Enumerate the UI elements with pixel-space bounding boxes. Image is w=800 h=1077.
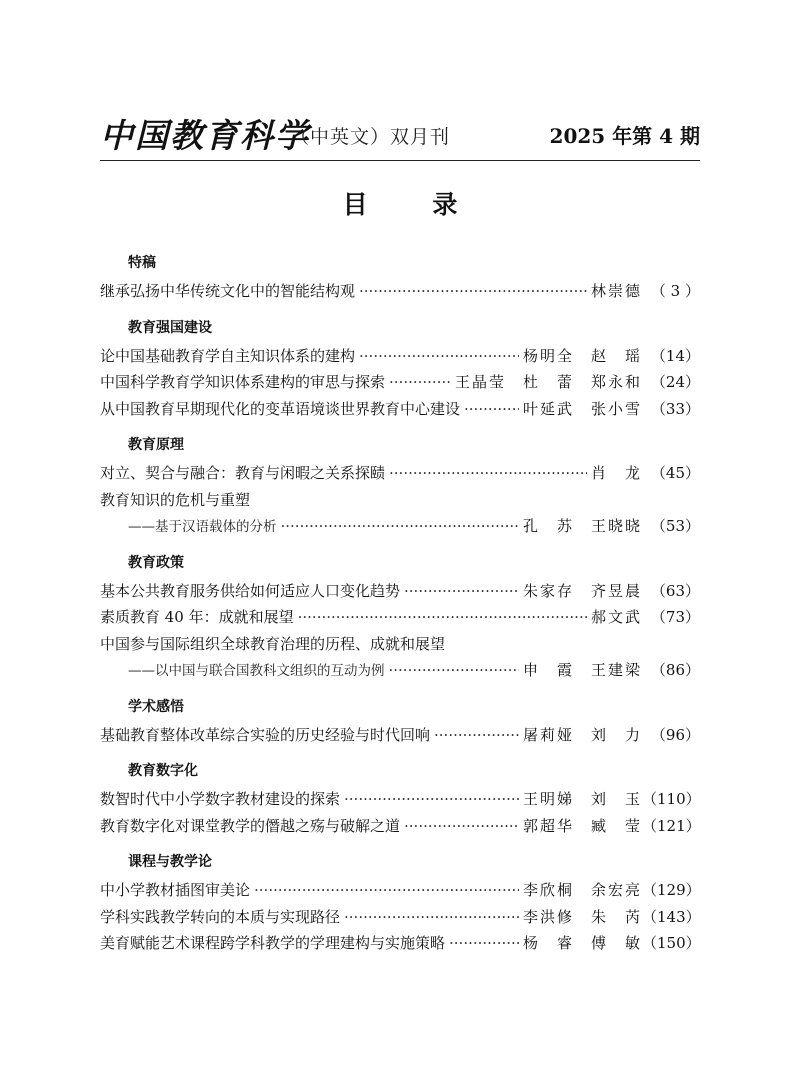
entry-page: （73） — [650, 608, 700, 626]
entry-authors: 郝文武 — [590, 608, 642, 626]
entry-authors: 朱家存 齐昱晨 — [522, 581, 642, 600]
entry-authors: 郭超华 臧 莹 — [522, 816, 642, 835]
entry-page: （86） — [650, 661, 700, 679]
entry-authors: 王明娣 刘 玉 — [522, 790, 642, 808]
entry-title: 美育赋能艺术课程跨学科教学的学理建构与实施策略 — [100, 934, 446, 952]
entry-title: 论中国基础教育学自主知识体系的建构 — [100, 346, 356, 365]
entry-authors: 屠莉娅 刘 力 — [522, 725, 642, 744]
dot-leader — [298, 604, 587, 631]
entry-title: ——基于汉语载体的分析 — [128, 519, 277, 535]
entry-page: （63） — [650, 581, 700, 600]
toc-entry[interactable] — [100, 631, 700, 658]
section-title: 学术感悟 — [128, 698, 184, 715]
dot-leader — [254, 877, 519, 904]
entry-title: 教育数字化对课堂教学的僭越之殇与破解之道 — [100, 816, 401, 835]
toc-heading: 目 录 — [342, 190, 486, 219]
journal-header — [100, 108, 700, 161]
entry-authors: 叶延武 张小雪 — [522, 399, 642, 418]
toc-section — [100, 313, 700, 423]
entry-page: （96） — [650, 725, 700, 744]
toc-entry[interactable] — [100, 722, 700, 749]
section-title: 教育原理 — [128, 437, 184, 453]
dot-leader — [404, 578, 519, 605]
entry-title: 中国参与国际组织全球教育治理的历程、成就和展望 — [100, 634, 446, 653]
entry-page: （129） — [642, 881, 701, 899]
dot-leader — [434, 722, 519, 749]
entry-title: 从中国教育早期现代化的变革语境谈世界教育中心建设 — [100, 399, 461, 418]
entry-page: （143） — [642, 907, 701, 926]
entry-authors: 李欣桐 余宏亮 — [522, 881, 642, 899]
entry-title: 对立、契合与融合：教育与闲暇之关系探赜 — [100, 464, 386, 482]
toc-entry[interactable] — [100, 930, 700, 957]
toc-entry[interactable] — [100, 369, 700, 396]
entry-title: 中国科学教育学知识体系建构的审思与探索 — [100, 373, 386, 391]
entry-page: （53） — [650, 517, 700, 535]
dot-leader — [359, 278, 587, 305]
table-of-contents — [100, 240, 700, 957]
entry-authors: 林崇德 — [590, 282, 642, 300]
dot-leader — [344, 904, 519, 931]
entry-authors: 李洪修 朱 芮 — [522, 907, 642, 926]
toc-section — [100, 248, 700, 305]
toc-entry[interactable] — [100, 604, 700, 631]
toc-section — [100, 847, 700, 957]
entry-title: ——以中国与联合国教科文组织的互动为例 — [128, 663, 385, 679]
section-title: 教育数字化 — [128, 763, 198, 779]
toc-entry[interactable] — [100, 460, 700, 487]
toc-entry-subtitle[interactable] — [100, 657, 700, 684]
dot-leader — [404, 813, 519, 840]
entry-title: 继承弘扬中华传统文化中的智能结构观 — [100, 282, 356, 300]
entry-page: （150） — [642, 934, 701, 952]
toc-entry[interactable] — [100, 813, 700, 840]
dot-leader — [389, 460, 587, 487]
section-title: 教育强国建设 — [128, 319, 212, 336]
entry-page: （110） — [642, 790, 701, 808]
toc-entry[interactable] — [100, 343, 700, 370]
entry-page: （14） — [650, 346, 700, 365]
section-title: 特稿 — [128, 255, 156, 271]
toc-section — [100, 756, 700, 839]
toc-entry[interactable] — [100, 578, 700, 605]
entry-page: （24） — [650, 373, 700, 391]
entry-page: （121） — [642, 816, 701, 835]
toc-entry[interactable] — [100, 786, 700, 813]
section-title: 课程与教学论 — [128, 854, 212, 870]
dot-leader — [464, 396, 519, 423]
toc-section — [100, 692, 700, 749]
issue-number: 2025 年第 4 期 — [549, 124, 700, 148]
entry-authors: 申 霞 王建梁 — [522, 661, 642, 679]
dot-leader — [281, 513, 519, 540]
entry-title: 素质教育 40 年：成就和展望 — [100, 608, 294, 626]
entry-page: （33） — [650, 399, 700, 418]
toc-entry[interactable] — [100, 487, 700, 514]
entry-title: 学科实践教学转向的本质与实现路径 — [100, 907, 341, 926]
entry-title: 基础教育整体改革综合实验的历史经验与时代回响 — [100, 725, 431, 744]
entry-page: （45） — [650, 464, 700, 482]
entry-title: 中小学教材插图审美论 — [100, 881, 251, 899]
toc-section — [100, 430, 700, 540]
dot-leader — [344, 786, 519, 813]
entry-authors: 肖 龙 — [590, 464, 642, 482]
entry-authors: 王晶莹 杜 蕾 郑永和 — [454, 373, 642, 391]
journal-title: 中国教育科学 — [100, 116, 310, 155]
dot-leader — [359, 343, 519, 370]
entry-authors: 杨 睿 傅 敏 — [522, 934, 642, 952]
toc-entry[interactable] — [100, 877, 700, 904]
dot-leader — [449, 930, 519, 957]
entry-title: 数智时代中小学数字教材建设的探索 — [100, 790, 341, 808]
journal-subtitle: （中英文）双月刊 — [290, 126, 451, 148]
toc-entry[interactable] — [100, 278, 700, 305]
toc-entry[interactable] — [100, 904, 700, 931]
entry-page: （ 3 ） — [650, 282, 700, 300]
toc-entry[interactable] — [100, 396, 700, 423]
entry-authors: 孔 苏 王晓晓 — [522, 517, 642, 535]
section-title: 教育政策 — [128, 554, 184, 571]
entry-title: 基本公共教育服务供给如何适应人口变化趋势 — [100, 581, 401, 600]
dot-leader — [389, 657, 519, 684]
toc-entry-subtitle[interactable] — [100, 513, 700, 540]
entry-authors: 杨明全 赵 瑶 — [522, 346, 642, 365]
entry-title: 教育知识的危机与重塑 — [100, 490, 251, 509]
dot-leader — [389, 369, 451, 396]
toc-section — [100, 548, 700, 684]
